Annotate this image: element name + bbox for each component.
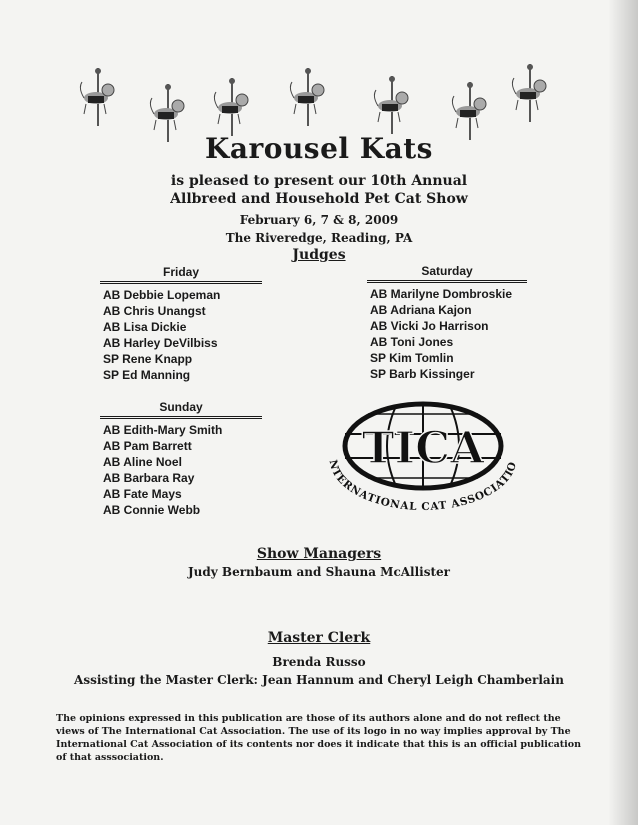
judge-name: AB Barbara Ray <box>103 471 195 485</box>
judge-name: SP Barb Kissinger <box>370 367 475 381</box>
event-dates: February 6, 7 & 8, 2009 <box>239 213 399 227</box>
master-clerk-heading: Master Clerk <box>267 630 371 646</box>
judge-name: AB Connie Webb <box>103 503 201 517</box>
tica-logo <box>318 398 528 518</box>
judge-name: AB Harley DeVilbiss <box>103 336 218 350</box>
judge-name: AB Pam Barrett <box>103 439 192 453</box>
saturday-judges <box>367 264 527 382</box>
tica-logo-text: TICA <box>361 423 485 474</box>
carousel-cats-banner <box>70 62 550 132</box>
subtitle-line1: is pleased to present our 10th Annual <box>170 173 468 189</box>
judge-name: AB Lisa Dickie <box>103 320 187 334</box>
day-header-saturday: Saturday <box>367 264 527 283</box>
day-header-friday: Friday <box>100 265 262 284</box>
assisting-clerks: Assisting the Master Clerk: Jean Hannum and Cheryl Leigh Chamberlain <box>74 673 564 687</box>
judge-name: SP Rene Knapp <box>103 352 193 366</box>
judge-name: AB Aline Noel <box>103 455 182 469</box>
judges-heading: Judges <box>292 247 346 263</box>
friday-judges <box>100 265 262 383</box>
carousel-cat-icon <box>288 68 328 128</box>
judge-name: AB Edith-Mary Smith <box>103 423 223 437</box>
carousel-cat-icon <box>212 78 252 138</box>
day-header-sunday: Sunday <box>100 400 262 419</box>
judge-name: AB Marilyne Dombroskie <box>370 287 513 301</box>
judge-name: AB Toni Jones <box>370 335 454 349</box>
carousel-cat-icon <box>372 76 412 136</box>
event-venue: The Riveredge, Reading, PA <box>225 231 413 245</box>
carousel-cat-icon <box>510 64 550 124</box>
disclaimer-text: The opinions expressed in this publication are those of its authors alone and do not reflect the views of The International Cat Association. The use of its logo in no way implies approval by The International Cat Association of its contents nor does it indicate that this is an official publication of that asssociation. <box>56 713 581 763</box>
judge-name: SP Kim Tomlin <box>370 351 454 365</box>
judge-name: AB Fate Mays <box>103 487 182 501</box>
judge-name: AB Vicki Jo Harrison <box>370 319 489 333</box>
page-title: Karousel Kats <box>205 132 433 165</box>
sunday-judges <box>100 400 262 518</box>
master-clerk-name: Brenda Russo <box>272 655 366 669</box>
show-managers-heading: Show Managers <box>256 546 382 562</box>
subtitle-line2: Allbreed and Household Pet Cat Show <box>170 191 468 207</box>
show-managers-names: Judy Bernbaum and Shauna McAllister <box>187 565 450 579</box>
judge-name: AB Debbie Lopeman <box>103 288 221 302</box>
tica-logo-arc-text: NTERNATIONAL CAT ASSOCIATIO <box>326 458 520 514</box>
carousel-cat-icon <box>78 68 118 128</box>
page-edge-shadow <box>608 0 638 825</box>
judge-name: AB Chris Unangst <box>103 304 206 318</box>
judge-name: AB Adriana Kajon <box>370 303 472 317</box>
judge-name: SP Ed Manning <box>103 368 191 382</box>
